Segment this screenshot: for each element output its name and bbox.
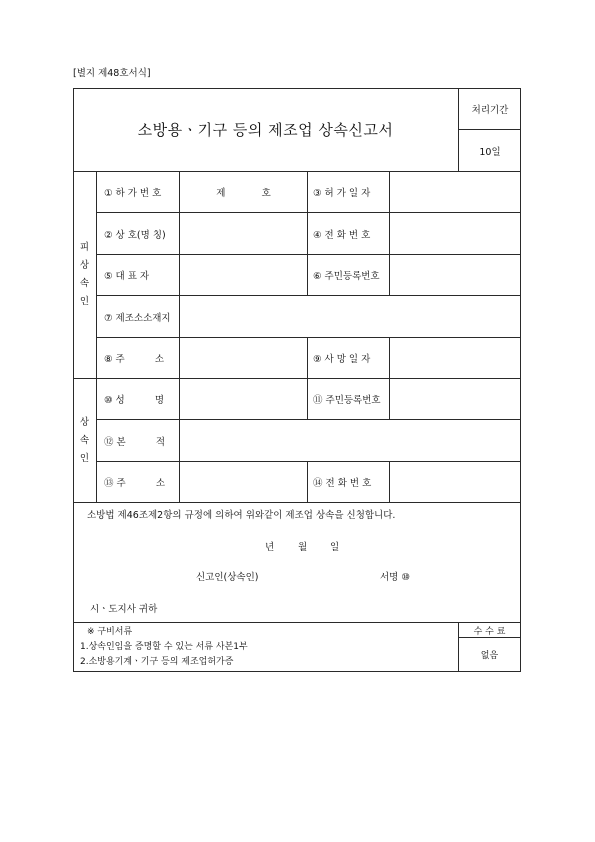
death-date-value-cell [390,338,521,379]
decedent-address-value-cell [180,338,308,379]
decedent-address-label-cell [97,338,180,379]
required-document-item: 1.상속인임을 증명할 수 있는 서류 사본1부 [80,642,248,652]
date-month-label: 월 [298,542,308,553]
representative-value-cell [180,255,308,296]
permit-date-value-cell [390,172,521,213]
domicile-value-cell [180,420,521,462]
heir-resident-no-value-cell [390,379,521,420]
declaration-statement: 소방법 제46조제2항의 규정에 의하여 위와같이 제조업 상속을 신청합니다. [87,510,396,521]
permit-no-label: ① 하 가 번 호 [104,188,162,199]
heir-resident-no-label-cell [308,379,390,420]
fee-value: 없음 [480,651,499,661]
domicile-label: ⑫ 본 적 [104,436,166,448]
date-year-label: 년 [265,542,275,553]
processing-period-label: 처리기간 [471,104,509,116]
decedent-phone-value-cell [390,213,521,255]
heir-address-label-cell [97,462,180,503]
form-title: 소방용ㆍ기구 등의 제조업 상속신고서 [137,121,394,139]
fee-label: 수 수 료 [473,626,506,637]
permit-date-label-cell [308,172,390,213]
heir-phone-label-cell [308,462,390,503]
processing-period-label-cell [459,88,521,130]
fee-value-cell [459,638,520,671]
title-cell [73,88,459,172]
death-date-label: ⑨ 사 망 일 자 [313,354,371,365]
heir-phone-value-cell [390,462,521,503]
form-number: [별지 제48호서식] [73,68,151,79]
decedent-phone-label: ④ 전 화 번 호 [313,229,371,241]
decedent-resident-no-label-cell [308,255,390,296]
decedent-section-label: 피상속인 [79,242,90,307]
heir-name-label-cell [97,379,180,420]
permit-no-value-cell [180,172,308,213]
processing-period-value-cell [459,130,521,172]
death-date-label-cell [308,338,390,379]
heir-address-value-cell [180,462,308,503]
permit-no-value: 제 호 [216,188,271,199]
trade-name-label-cell [97,213,180,255]
domicile-label-cell [97,420,180,462]
heir-section-label: 상속인 [79,416,90,464]
heir-name-label: ⑩ 성 명 [104,395,165,406]
heir-phone-label: ⑭ 전 화 번 호 [313,478,372,489]
heir-name-value-cell [180,379,308,420]
decedent-resident-no-value-cell [390,255,521,296]
required-documents-heading: ※ 구비서류 [87,627,133,637]
decedent-address-label: ⑧ 주 소 [104,354,165,365]
factory-location-label: ⑦ 제조소소재지 [104,312,171,324]
trade-name-label: ② 상 호(명 칭) [104,229,166,241]
required-document-item: 2.소방용기계ㆍ기구 등의 제조업허가증 [80,657,234,667]
fee-label-cell [459,623,520,638]
heir-section-cell [73,379,97,503]
addressee: 시ㆍ도지사 귀하 [90,604,158,615]
decedent-phone-label-cell [308,213,390,255]
signature-label: 서명 ⑩ [380,572,410,583]
heir-address-label: ⑬ 주 소 [104,478,166,489]
decedent-resident-no-label: ⑥ 주민등록번호 [313,271,380,282]
permit-no-label-cell [97,172,180,213]
factory-location-value-cell [180,296,521,338]
representative-label: ⑤ 대 표 자 [104,271,150,282]
factory-location-label-cell [97,296,180,338]
trade-name-value-cell [180,213,308,255]
permit-date-label: ③ 허 가 일 자 [313,188,371,199]
decedent-section-cell [73,172,97,379]
representative-label-cell [97,255,180,296]
processing-period-value: 10일 [479,146,501,158]
heir-resident-no-label: ⑪ 주민등록번호 [313,395,381,406]
applicant-label: 신고인(상속인) [196,572,259,583]
date-day-label: 일 [330,542,340,553]
